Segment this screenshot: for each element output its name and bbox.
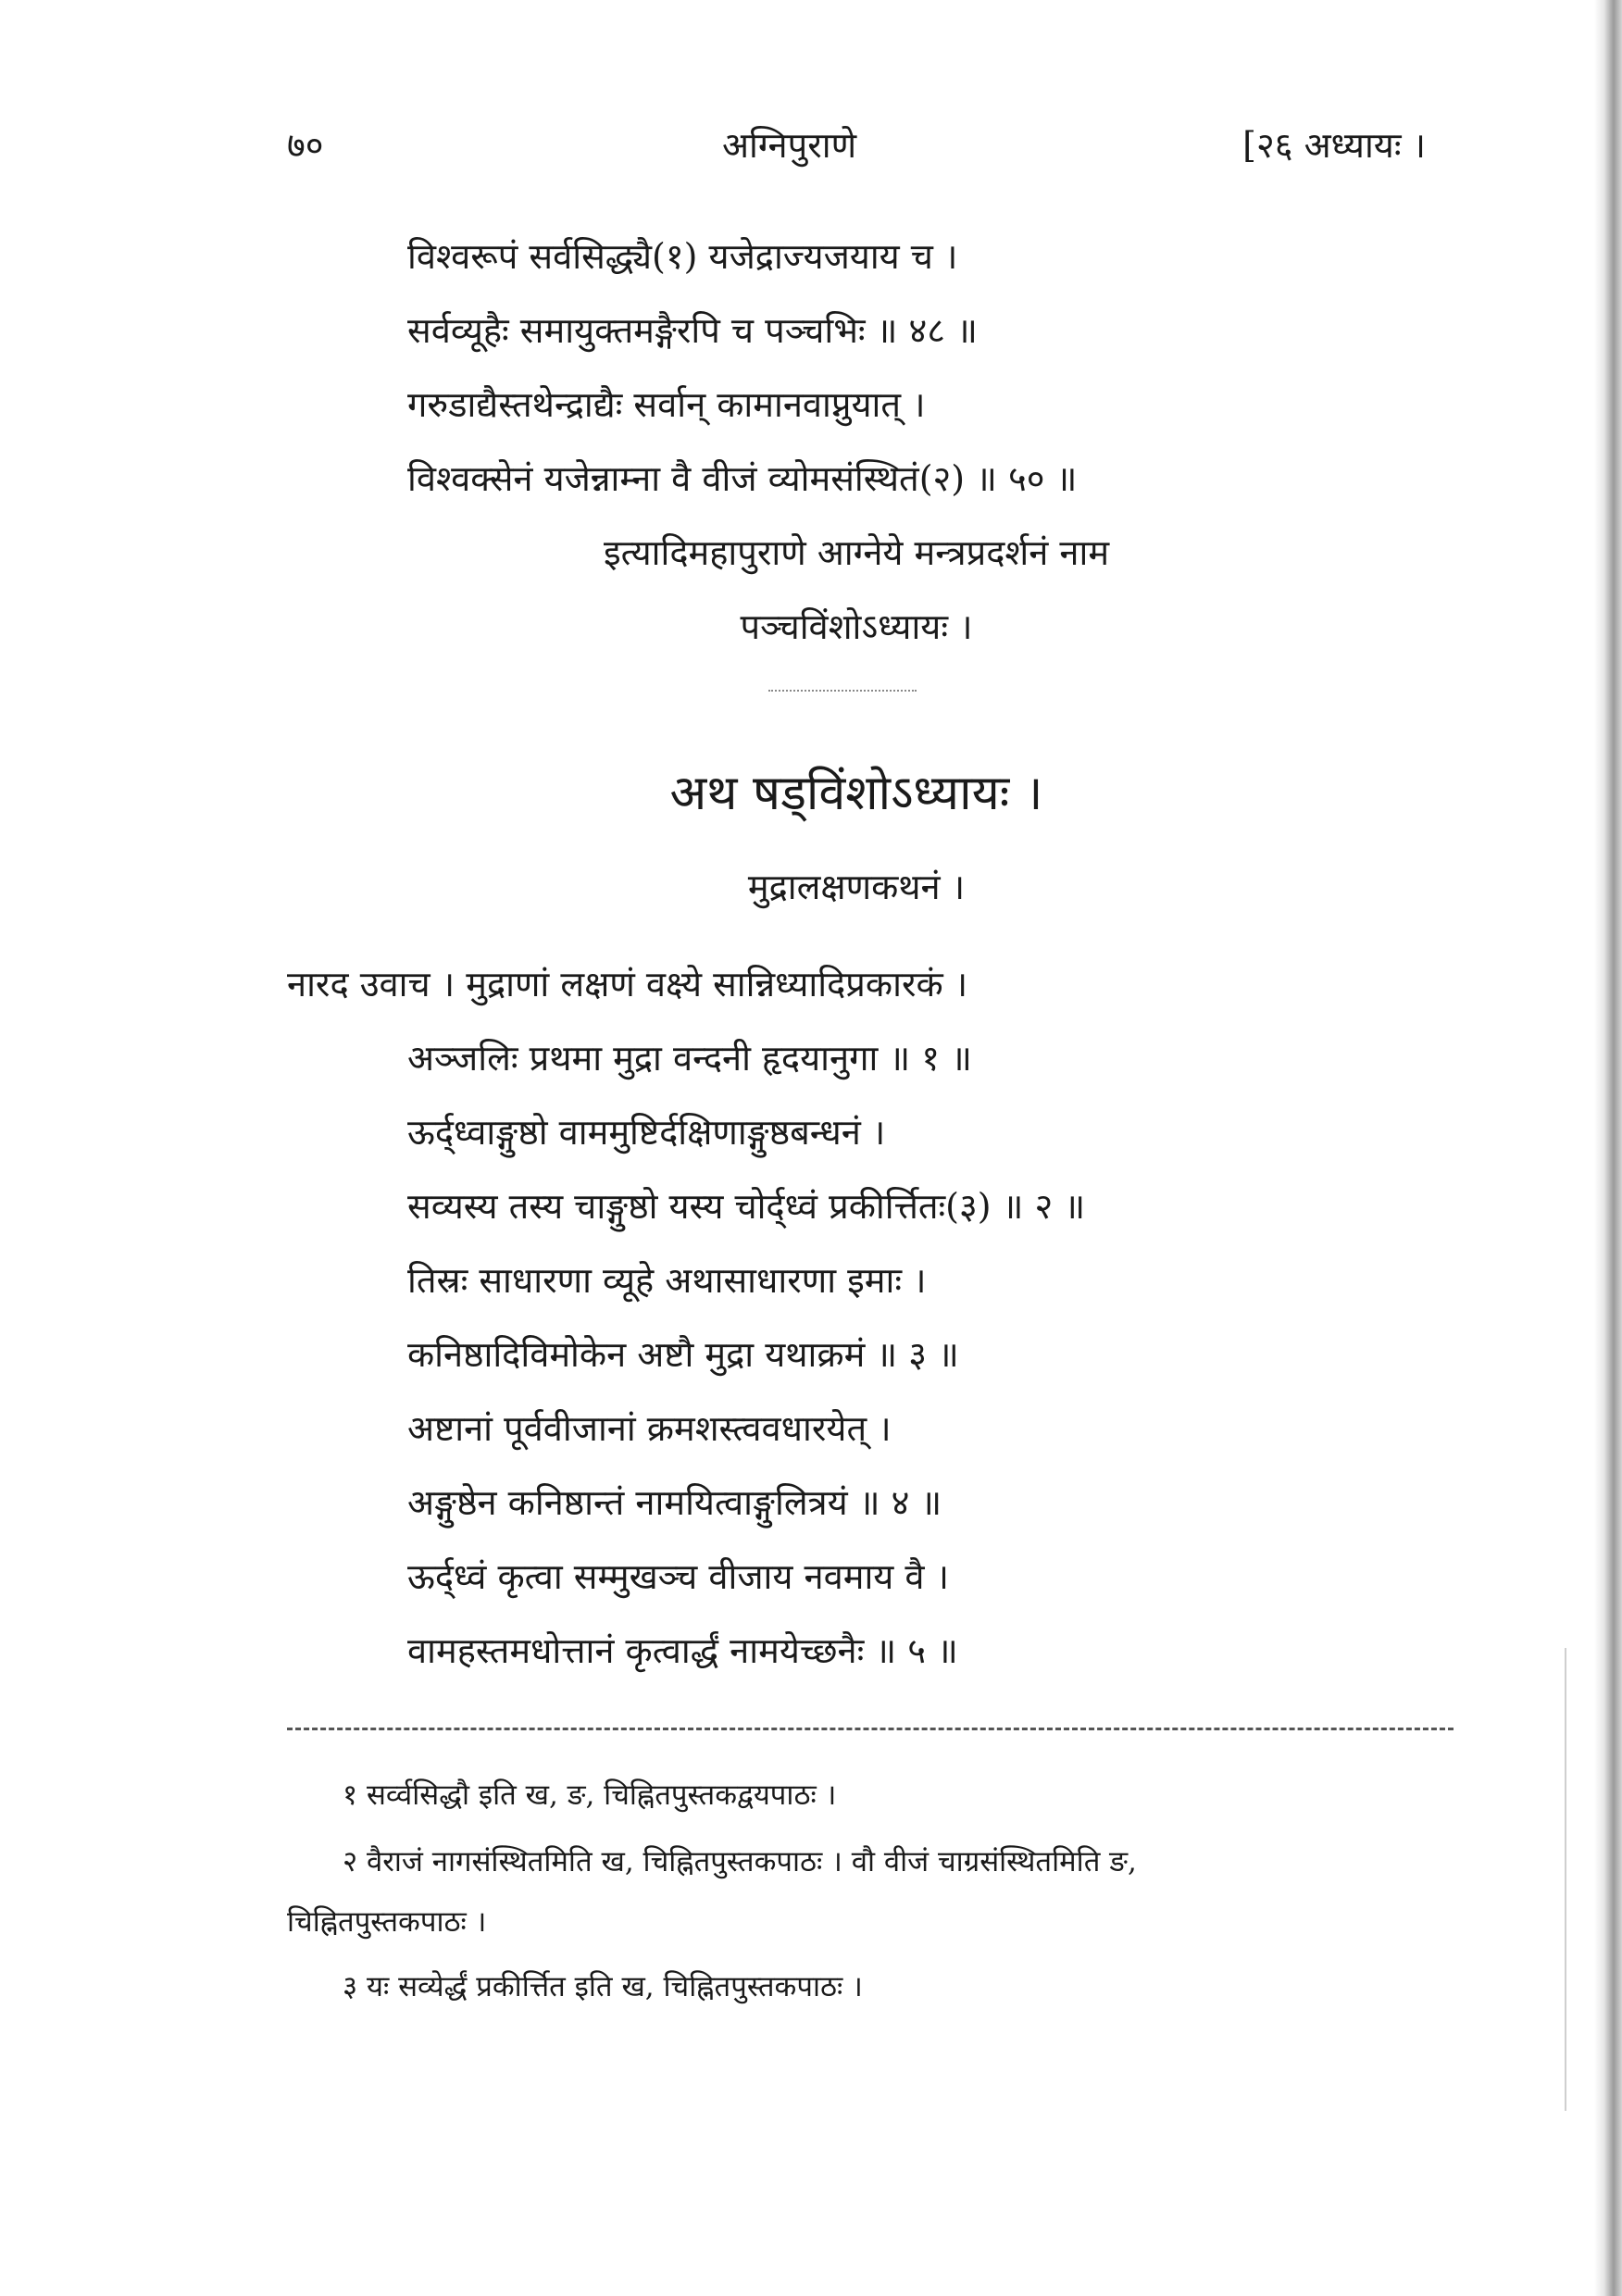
colophon-line: इत्यादिमहापुराणे आग्नेये मन्त्रप्रदर्शनं नाम [603,532,1110,573]
chapter-reference: [२६ अध्यायः । [1242,125,1426,166]
verse-line: अङ्गुष्ठेन कनिष्ठान्तं नामयित्वाङ्गुलित्रयं ॥ ४ ॥ [407,1482,942,1523]
verse-line: वामहस्तमधोत्तानं कृत्वार्द्धं नामयेच्छनैः ॥ ५ ॥ [407,1630,958,1671]
verse-line: नारद उवाच । मुद्राणां लक्षणं वक्ष्ये सान्निध्यादिप्रकारकं । [287,964,968,1004]
verse-line: ऊर्द्ध्वं कृत्वा सम्मुखञ्च वीजाय नवमाय वै । [407,1556,950,1597]
running-title: अग्निपुराणे [722,125,857,166]
footnote: १ सर्व्वसिद्धौ इति ख, ङ, चिह्नितपुस्तकद्वयपाठः । [343,1778,837,1812]
page-header [287,120,1426,176]
footnote-continuation: चिह्नितपुस्तकपाठः । [287,1905,487,1939]
chapter-heading: अथ षड्विंशोऽध्यायः । [669,766,1043,821]
scan-edge-line [1565,1648,1566,2111]
footnote: ३ यः सव्येर्द्धं प्रकीर्त्तित इति ख, चिह्नितपुस्तकपाठः । [343,1970,863,2003]
chapter-subject: मुद्रालक्षणकथनं । [747,867,966,907]
verse-line: विश्वरूपं सर्वसिद्ध्यै(१) यजेद्राज्यजयाय च । [407,236,958,277]
verse-line: गरुडाद्यैस्तथेन्द्राद्यैः सर्वान् कामानवाप्नुयात् । [407,384,926,425]
verse-line: अञ्जलिः प्रथमा मुद्रा वन्दनी हृदयानुगा ॥ १ ॥ [407,1038,972,1079]
footnote: २ वैराजं नागसंस्थितमिति ख, चिह्नितपुस्तकपाठः । वौ वीजं चाग्रसंस्थितमिति ङ, [343,1845,1137,1878]
section-separator [768,690,917,692]
verse-line: विश्वक्सेनं यजेन्नाम्ना वै वीजं व्योमसंस्थितं(२) ॥ ५० ॥ [407,458,1078,499]
verse-line: कनिष्ठादिविमोकेन अष्टौ मुद्रा यथाक्रमं ॥ ३ ॥ [407,1334,959,1375]
colophon-line: पञ्चविंशोऽध्यायः । [740,606,973,647]
verse-line: सव्यस्य तस्य चाङ्गुष्ठो यस्य चोर्द्ध्वं प्रकीर्त्तितः(३) ॥ २ ॥ [407,1186,1086,1227]
page-number: ७० [287,125,324,166]
verse-line: तिस्रः साधारणा व्यूहे अथासाधारणा इमाः । [407,1260,927,1301]
scan-edge-shadow [1594,0,1622,2296]
verse-line: अष्टानां पूर्ववीजानां क्रमशस्त्ववधारयेत् । [407,1408,892,1449]
verse-line: सर्वव्यूहैः समायुक्तमङ्गैरपि च पञ्चभिः ॥ ४८ ॥ [407,310,978,351]
footnote-separator [287,1728,1454,1730]
verse-line: ऊर्द्ध्वाङ्गुष्ठो वाममुष्टिर्दक्षिणाङ्गुष्ठबन्धनं । [407,1112,886,1153]
